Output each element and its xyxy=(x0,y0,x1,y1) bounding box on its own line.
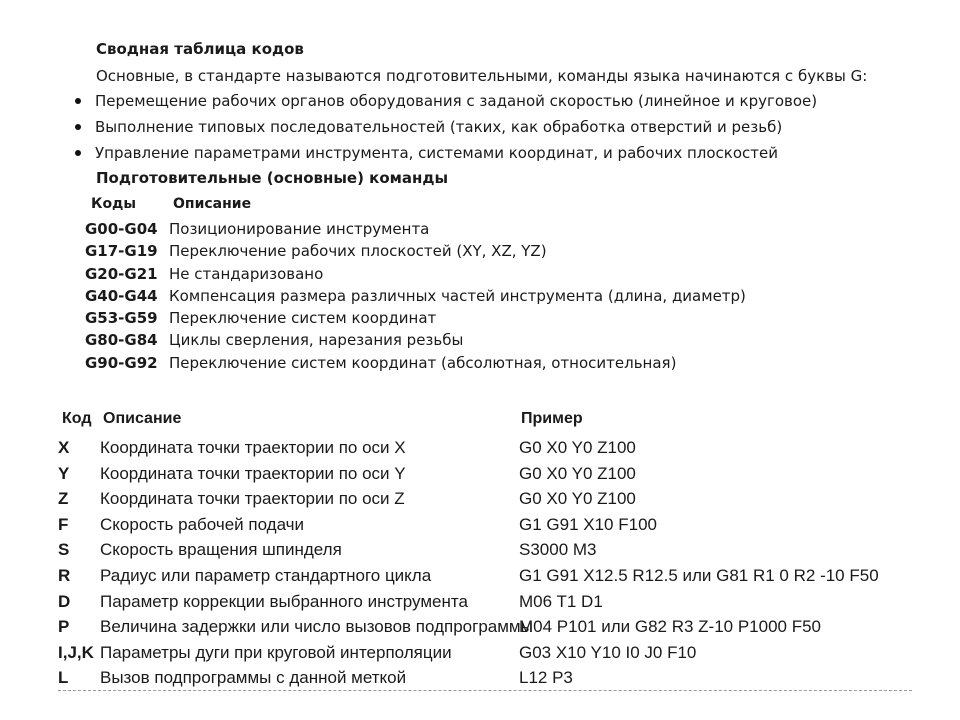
g-code: G40-G44 xyxy=(85,286,158,305)
g-description: Переключение рабочих плоскостей (XY, XZ, YZ) xyxy=(169,242,547,261)
table-row xyxy=(85,329,746,351)
g-code: G20-G21 xyxy=(85,264,158,283)
param-example: G1 G91 X12.5 R12.5 или G81 R1 0 R2 -10 F50 xyxy=(519,565,879,585)
param-code: P xyxy=(58,617,70,637)
param-code: X xyxy=(58,438,70,457)
param-description: Координата точки траектории по оси Z xyxy=(100,489,405,509)
bullet-item: Управление параметрами инструмента, системами координат, и рабочих плоскостей xyxy=(75,143,817,169)
table-row xyxy=(58,486,918,512)
param-description: Координата точки траектории по оси Y xyxy=(100,463,406,483)
param-description: Координата точки траектории по оси X xyxy=(100,438,406,457)
params-header-desc: Описание xyxy=(103,410,182,427)
table-row xyxy=(58,512,918,538)
bullet-item: Выполнение типовых последовательностей (таких, как обработка отверстий и резьб) xyxy=(75,117,817,143)
g-codes-table xyxy=(85,218,746,374)
table-row xyxy=(58,614,918,640)
g-description: Не стандаризовано xyxy=(169,264,324,283)
g-description: Компенсация размера различных частей инструмента (длина, диаметр) xyxy=(169,286,746,305)
g-code: G90-G92 xyxy=(85,353,158,372)
table-row xyxy=(85,263,746,285)
param-description: Величина задержки или число вызовов подпрограммы xyxy=(100,617,533,637)
params-header-example: Пример xyxy=(521,410,583,427)
subtitle-preparatory-commands: Подготовительные (основные) команды xyxy=(96,169,449,187)
table-row xyxy=(58,461,918,487)
intro-text: Основные, в стандарте называются подготовительными, команды языка начинаются с буквы G: xyxy=(96,67,868,85)
table-row xyxy=(85,352,746,374)
table-row xyxy=(85,307,746,329)
dashed-divider xyxy=(58,690,912,691)
table-row xyxy=(85,285,746,307)
param-example: G03 X10 Y10 I0 J0 F10 xyxy=(519,642,697,662)
table-row xyxy=(58,640,918,666)
table-row xyxy=(58,435,918,461)
summary-title: Сводная таблица кодов xyxy=(96,40,304,58)
param-code: Y xyxy=(58,463,70,483)
param-example: M04 P101 или G82 R3 Z-10 P1000 F50 xyxy=(519,617,822,637)
table-row xyxy=(58,589,918,615)
param-example: G0 X0 Y0 Z100 xyxy=(519,438,636,457)
g-description: Переключение систем координат xyxy=(169,309,437,328)
param-code: R xyxy=(58,565,71,585)
param-example: G0 X0 Y0 Z100 xyxy=(519,463,636,483)
param-example: M06 T1 D1 xyxy=(519,591,603,611)
param-description: Параметр коррекции выбранного инструмента xyxy=(100,591,468,611)
g-code: G53-G59 xyxy=(85,309,158,328)
g-table-header-desc: Описание xyxy=(173,196,252,212)
param-description: Скорость вращения шпинделя xyxy=(100,540,342,560)
g-code: G00-G04 xyxy=(85,220,158,238)
g-code: G17-G19 xyxy=(85,242,158,261)
param-code: S xyxy=(58,540,70,560)
table-row xyxy=(58,537,918,563)
table-row xyxy=(85,240,746,262)
param-example: S3000 M3 xyxy=(519,540,597,560)
param-description: Скорость рабочей подачи xyxy=(100,514,305,534)
params-table xyxy=(58,435,918,691)
param-code: L xyxy=(58,668,69,688)
param-description: Параметры дуги при круговой интерполяции xyxy=(100,642,452,662)
table-row xyxy=(85,218,746,240)
param-description: Радиус или параметр стандартного цикла xyxy=(100,565,432,585)
param-code: I,J,K xyxy=(58,642,94,662)
param-example: G1 G91 X10 F100 xyxy=(519,514,657,534)
params-header-code: Код xyxy=(62,410,92,427)
g-description: Циклы сверления, нарезания резьбы xyxy=(169,331,464,350)
table-row xyxy=(58,665,918,691)
g-code: G80-G84 xyxy=(85,331,158,350)
param-description: Вызов подпрограммы с данной меткой xyxy=(100,668,407,688)
param-code: F xyxy=(58,514,69,534)
param-example: L12 P3 xyxy=(519,668,573,688)
param-code: Z xyxy=(58,489,69,509)
g-table-header-code: Коды xyxy=(91,196,137,212)
table-row xyxy=(58,563,918,589)
g-description: Позиционирование инструмента xyxy=(169,220,430,238)
g-description: Переключение систем координат (абсолютная, относительная) xyxy=(169,353,677,372)
param-example: G0 X0 Y0 Z100 xyxy=(519,489,636,509)
bullet-list xyxy=(75,91,817,169)
bullet-item: Перемещение рабочих органов оборудования с заданой скоростью (линейное и круговое) xyxy=(75,91,817,117)
param-code: D xyxy=(58,591,71,611)
